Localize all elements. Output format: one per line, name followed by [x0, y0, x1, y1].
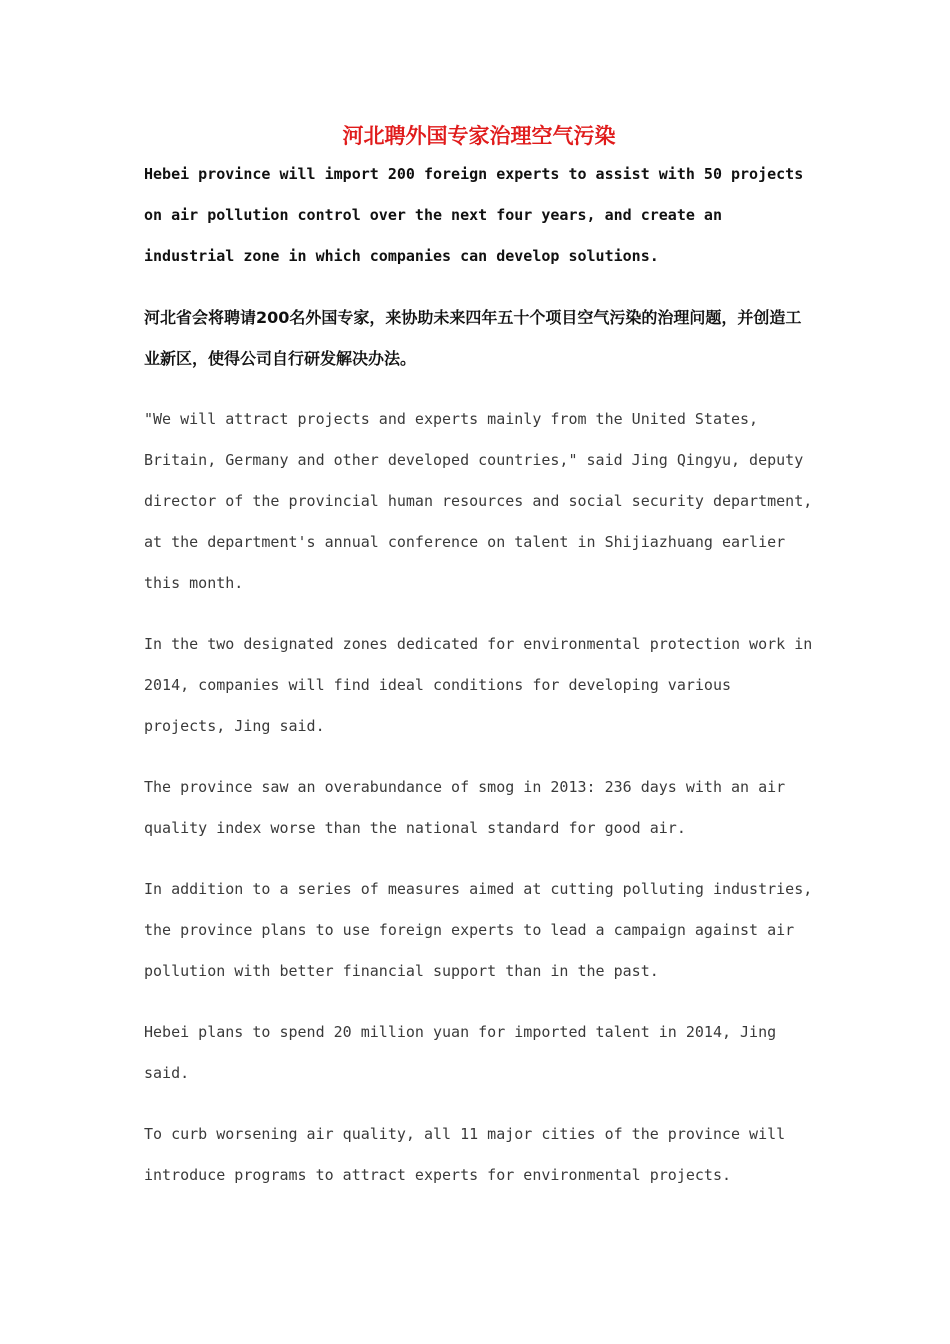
article-title: 河北聘外国专家治理空气污染 [342, 124, 616, 148]
body-paragraph: The province saw an overabundance of smog in 2013: 236 days with an air quality index worse than the national standard for good air. [144, 778, 786, 837]
article-body [144, 120, 814, 1216]
body-paragraph: In the two designated zones dedicated for environmental protection work in 2014, companies will find ideal conditions for developing various projects, Jing said. [144, 635, 813, 735]
body-paragraph: "We will attract projects and experts mainly from the United States, Britain, Germany and other developed countries," said Jing Qingyu, deputy director of the provincial human resources and social security department, at the department's annual conference on talent in Shijiazhuang earlier this month. [144, 410, 813, 592]
intro-paragraph-chinese: 河北省会将聘请200名外国专家，来协助未来四年五十个项目空气污染的治理问题，并创造工业新区，使得公司自行研发解决办法。 [144, 308, 802, 368]
body-paragraph: Hebei plans to spend 20 million yuan for imported talent in 2014, Jing said. [144, 1023, 777, 1082]
body-paragraph: To curb worsening air quality, all 11 major cities of the province will introduce programs to attract experts for environmental projects. [144, 1125, 786, 1184]
intro-paragraph-english: Hebei province will import 200 foreign experts to assist with 50 projects on air pollution control over the next four years, and create an industrial zone in which companies can develop solutions. [144, 165, 804, 265]
body-paragraph: In addition to a series of measures aimed at cutting polluting industries, the province plans to use foreign experts to lead a campaign against air pollution with better financial support than in the past. [144, 880, 813, 980]
